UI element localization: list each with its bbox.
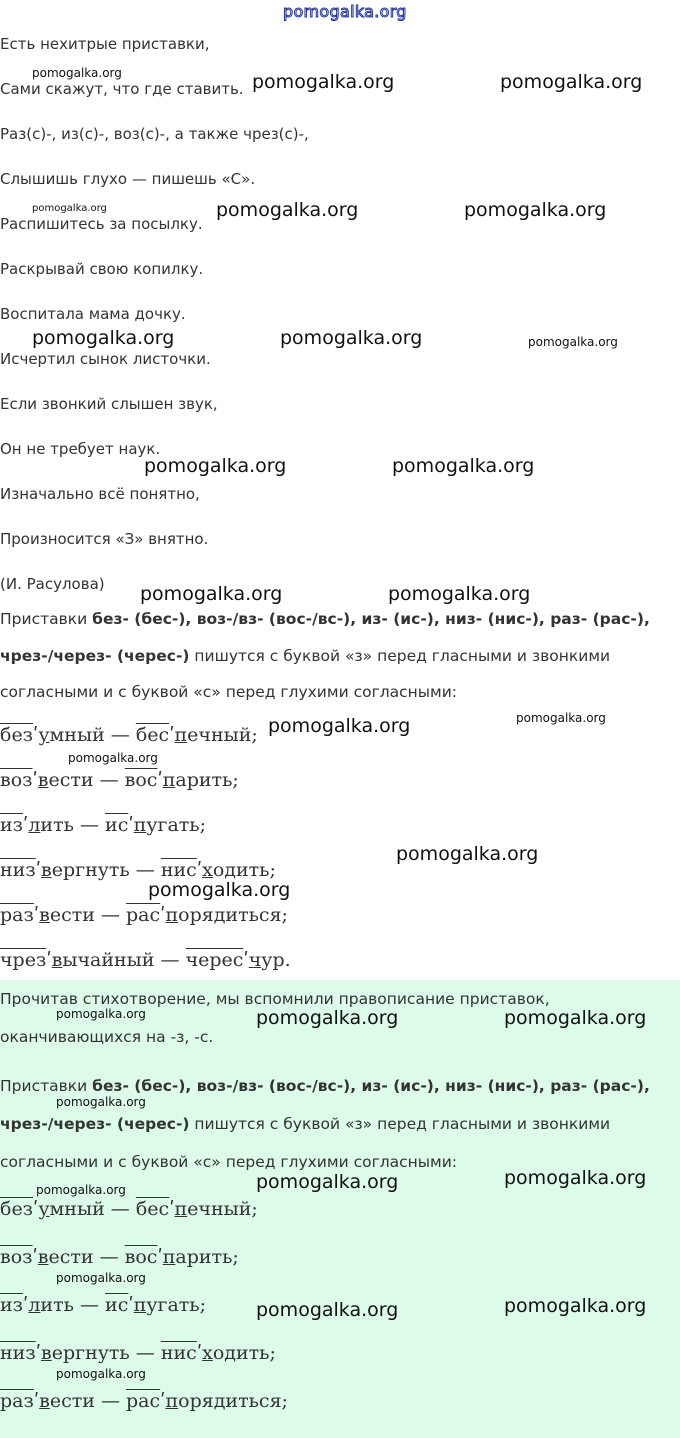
- word-rest: орядиться;: [178, 1390, 288, 1412]
- prefix: низ: [0, 1342, 36, 1364]
- dash: —: [104, 724, 136, 746]
- watermark: pomogalka.org: [516, 711, 606, 725]
- example-row: разʹвести — расʹпорядиться;: [0, 904, 288, 926]
- watermark: pomogalka.org: [56, 1007, 146, 1021]
- rule-line-3: согласными и с буквой «с» перед глухими согласными:: [0, 683, 458, 701]
- rule-text: пишутся с буквой «з» перед гласными и звонкими: [189, 1115, 611, 1133]
- dash: —: [73, 814, 106, 836]
- rule-line-1: [0, 610, 650, 628]
- watermark: pomogalka.org: [56, 1367, 146, 1381]
- watermark: pomogalka.org: [388, 583, 531, 605]
- dash: —: [93, 769, 125, 791]
- answer-example-row: безʹумный — бесʹпечный;: [0, 1198, 258, 1220]
- dash: —: [73, 1294, 106, 1316]
- poem-line: Слышишь глухо — пишешь «С».: [0, 170, 256, 188]
- prefix: нис: [160, 1342, 197, 1364]
- next-letter: в: [41, 1342, 52, 1364]
- watermark: pomogalka.org: [32, 203, 107, 214]
- poem-line: Раз(с)-, из(с)-, воз(с)-, а также чрез(с)-,: [0, 125, 309, 143]
- next-letter: ч: [248, 949, 262, 971]
- next-letter: п: [133, 1294, 147, 1316]
- word-rest: арить;: [175, 1246, 239, 1268]
- next-letter: у: [38, 1198, 50, 1220]
- watermark: pomogalka.org: [252, 71, 395, 93]
- watermark: pomogalka.org: [36, 1183, 126, 1197]
- word-rest: орядиться;: [178, 904, 288, 926]
- example-row: низʹвергнуть — нисʹходить;: [0, 859, 276, 881]
- example-row: безʹумный — бесʹпечный;: [0, 724, 258, 746]
- answer-rule-line-3: согласными и с буквой «с» перед глухими согласными:: [0, 1153, 458, 1171]
- watermark: pomogalka.org: [216, 199, 359, 221]
- next-letter: х: [202, 859, 213, 881]
- prefix: из: [0, 1294, 24, 1316]
- answer-intro-2: оканчивающихся на -з, -с.: [0, 1028, 214, 1046]
- word-rest: ести: [49, 1390, 95, 1412]
- watermark: pomogalka.org: [504, 1167, 647, 1189]
- next-letter: в: [39, 904, 50, 926]
- poem-line: Если звонкий слышен звук,: [0, 395, 218, 413]
- watermark: pomogalka.org: [56, 1271, 146, 1285]
- answer-example-row: низʹвергнуть — нисʹходить;: [0, 1342, 276, 1364]
- rule-prefixes: без- (бес-), воз-/вз- (вос-/вс-), из- (ис-), низ- (нис-), раз- (рас-),: [92, 610, 650, 628]
- dash: —: [129, 859, 161, 881]
- watermark: pomogalka.org: [32, 327, 175, 349]
- answer-example-row: возʹвести — восʹпарить;: [0, 1246, 239, 1268]
- next-letter: в: [37, 1246, 49, 1268]
- next-letter: в: [51, 949, 63, 971]
- word-rest: ить: [40, 1294, 74, 1316]
- next-letter: х: [202, 1342, 213, 1364]
- answer-intro-1: Прочитав стихотворение, мы вспомнили правописание приставок,: [0, 990, 550, 1008]
- word-rest: ергнуть: [51, 1342, 130, 1364]
- dash: —: [129, 1342, 161, 1364]
- word-rest: ечный;: [187, 1198, 258, 1220]
- next-letter: в: [41, 859, 52, 881]
- poem-line: Воспитала мама дочку.: [0, 305, 186, 323]
- answer-rule-line-1: [0, 1077, 650, 1095]
- watermark: pomogalka.org: [392, 455, 535, 477]
- word-rest: угать;: [146, 1294, 207, 1316]
- next-letter: п: [162, 1246, 176, 1268]
- prefix: вос: [124, 1246, 158, 1268]
- poem-line: Распишитесь за посылку.: [0, 215, 203, 233]
- watermark: pomogalka.org: [68, 751, 158, 765]
- prefix: чрез: [0, 949, 47, 971]
- next-letter: п: [162, 769, 176, 791]
- rule-text: Приставки: [0, 610, 93, 628]
- word-rest: угать;: [146, 814, 207, 836]
- poem-line: Он не требует наук.: [0, 440, 161, 458]
- watermark: pomogalka.org: [280, 327, 423, 349]
- word-rest: ечный;: [187, 724, 258, 746]
- answer-example-row: разʹвести — расʹпорядиться;: [0, 1390, 288, 1412]
- poem-line: Сами скажут, что где ставить.: [0, 80, 244, 98]
- poem-line: Есть нехитрые приставки,: [0, 35, 210, 53]
- watermark: pomogalka.org: [144, 455, 287, 477]
- word-rest: ур.: [261, 949, 291, 971]
- word-rest: одить;: [212, 859, 276, 881]
- watermark: pomogalka.org: [56, 1095, 146, 1109]
- next-letter: в: [37, 769, 49, 791]
- watermark: pomogalka.org: [32, 66, 122, 80]
- prefix: без: [0, 1198, 34, 1220]
- site-header-watermark[interactable]: pomogalka.org: [283, 2, 407, 21]
- word-rest: ести: [49, 904, 95, 926]
- poem-line: Раскрывай свою копилку.: [0, 260, 204, 278]
- word-rest: ить: [40, 814, 74, 836]
- rule-prefixes: без- (бес-), воз-/вз- (вос-/вс-), из- (ис-), низ- (нис-), раз- (рас-),: [92, 1077, 650, 1095]
- watermark: pomogalka.org: [504, 1007, 647, 1029]
- word-rest: ести: [48, 1246, 94, 1268]
- watermark: pomogalka.org: [528, 335, 618, 349]
- next-letter: п: [133, 814, 147, 836]
- prefix: рас: [126, 1390, 161, 1412]
- prefix: воз: [0, 769, 33, 791]
- example-row: изʹлить — исʹпугать;: [0, 814, 207, 836]
- poem-line: Исчертил сынок листочки.: [0, 350, 211, 368]
- watermark: pomogalka.org: [256, 1171, 399, 1193]
- next-letter: у: [38, 724, 50, 746]
- prefix: без: [0, 724, 34, 746]
- word-rest: мный: [49, 1198, 105, 1220]
- watermark: pomogalka.org: [140, 583, 283, 605]
- watermark: pomogalka.org: [396, 843, 539, 865]
- prefix: раз: [0, 904, 34, 926]
- word-rest: арить;: [175, 769, 239, 791]
- next-letter: в: [39, 1390, 50, 1412]
- prefix: черес: [185, 949, 244, 971]
- prefix: бес: [135, 1198, 170, 1220]
- dash: —: [154, 949, 186, 971]
- next-letter: л: [28, 814, 41, 836]
- dash: —: [94, 1390, 127, 1412]
- rule-text: пишутся с буквой «з» перед гласными и звонкими: [189, 647, 611, 665]
- next-letter: п: [165, 904, 179, 926]
- next-letter: л: [28, 1294, 41, 1316]
- word-rest: ычайный: [62, 949, 155, 971]
- poem-line: Изначально всё понятно,: [0, 485, 200, 503]
- watermark: pomogalka.org: [268, 715, 411, 737]
- rule-line-2: [0, 647, 610, 665]
- prefix: нис: [160, 859, 197, 881]
- prefix: рас: [126, 904, 161, 926]
- example-row: возʹвести — восʹпарить;: [0, 769, 239, 791]
- example-row: чрезʹвычайный — чересʹчур.: [0, 949, 291, 971]
- prefix: ис: [105, 1294, 129, 1316]
- poem-author: (И. Расулова): [0, 575, 105, 593]
- rule-prefixes: чрез-/через- (черес-): [0, 647, 190, 665]
- dash: —: [93, 1246, 125, 1268]
- prefix: раз: [0, 1390, 34, 1412]
- next-letter: п: [174, 724, 188, 746]
- rule-text: Приставки: [0, 1077, 93, 1095]
- prefix: воз: [0, 1246, 33, 1268]
- watermark: pomogalka.org: [500, 71, 643, 93]
- prefix: бес: [135, 724, 170, 746]
- watermark: pomogalka.org: [148, 879, 291, 901]
- dash: —: [104, 1198, 136, 1220]
- answer-example-row: изʹлить — исʹпугать;: [0, 1294, 207, 1316]
- dash: —: [94, 904, 127, 926]
- prefix: низ: [0, 859, 36, 881]
- watermark: pomogalka.org: [256, 1007, 399, 1029]
- word-rest: мный: [49, 724, 105, 746]
- answer-rule-line-2: [0, 1115, 610, 1133]
- word-rest: ести: [48, 769, 94, 791]
- watermark: pomogalka.org: [464, 199, 607, 221]
- next-letter: п: [174, 1198, 188, 1220]
- watermark: pomogalka.org: [504, 1295, 647, 1317]
- prefix: вос: [124, 769, 158, 791]
- word-rest: одить;: [212, 1342, 276, 1364]
- next-letter: п: [165, 1390, 179, 1412]
- poem-line: Произносится «З» внятно.: [0, 530, 209, 548]
- watermark: pomogalka.org: [256, 1299, 399, 1321]
- rule-prefixes: чрез-/через- (черес-): [0, 1115, 190, 1133]
- prefix: из: [0, 814, 24, 836]
- prefix: ис: [105, 814, 129, 836]
- word-rest: ергнуть: [51, 859, 130, 881]
